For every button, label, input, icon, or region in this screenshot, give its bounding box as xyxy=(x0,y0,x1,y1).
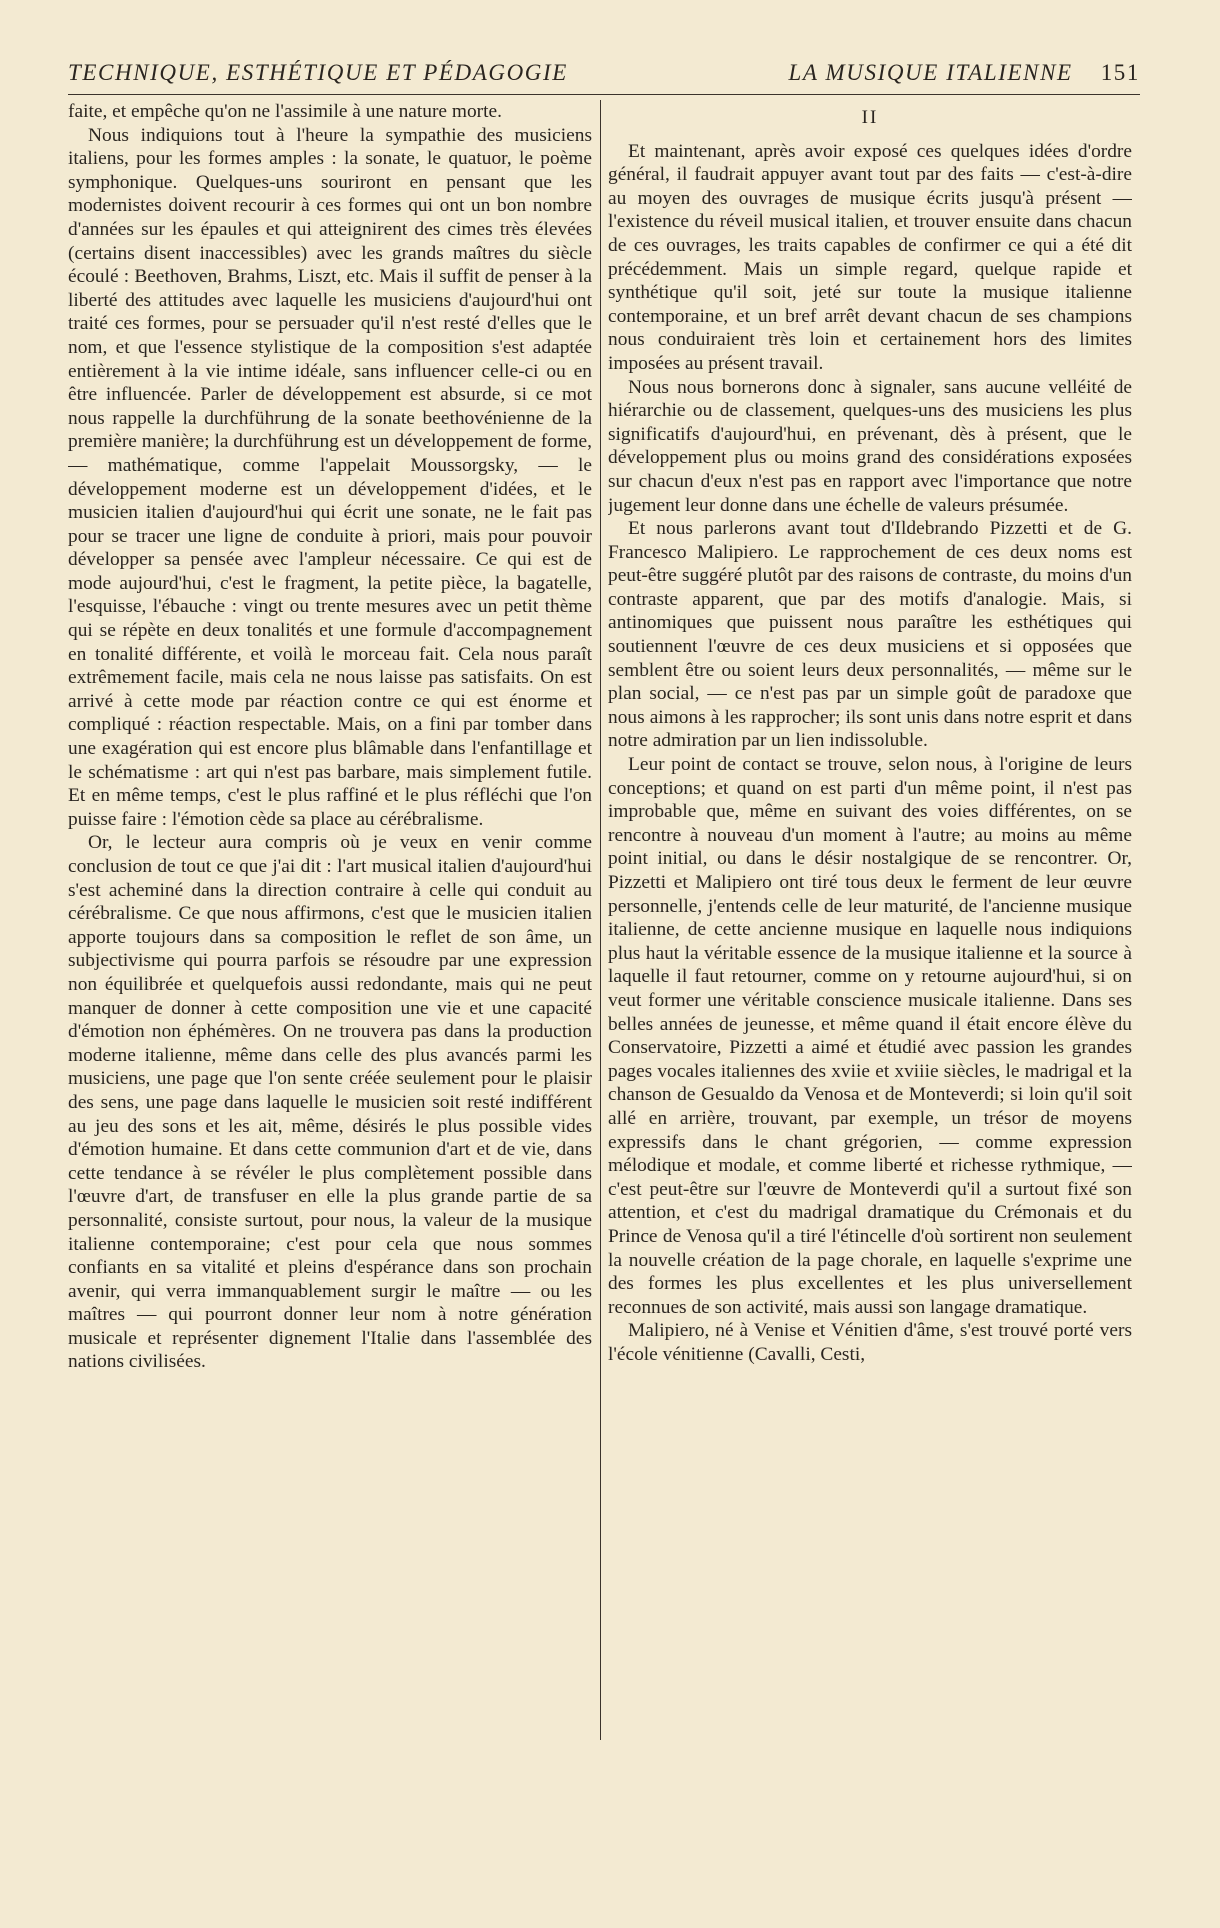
header-rule xyxy=(68,94,1140,95)
header-right xyxy=(789,60,1140,86)
left-column xyxy=(68,100,592,1890)
header-left-title: TECHNIQUE, ESTHÉTIQUE ET PÉDAGOGIE xyxy=(68,60,568,85)
header-right-title: LA MUSIQUE ITALIENNE xyxy=(788,60,1073,85)
right-paragraph-3: Et nous parlerons avant tout d'Ildebrando Pizzetti et de G. Francesco Malipiero. Le rapprochement de ces deux noms est peut-être suggéré plutôt par des raisons de contraste, du moins d'un contraste apparent, que par des motifs d'analogie. Mais, si antinomiques que puissent nous paraître les esthétiques qui soutiennent l'œuvre de ces deux musiciens et si opposées que semblent être ou soient leurs deux personnalités, — même sur le plan social, — ce n'est pas par un simple goût de paradoxe que nous aimons à les rapprocher; ils sont unis dans notre esprit et dans notre admiration par un lien indissoluble. xyxy=(608,518,1132,752)
right-paragraph-5: Malipiero, né à Venise et Vénitien d'âme, s'est trouvé porté vers l'école vénitienne (Cavalli, Cesti, xyxy=(608,1320,1132,1365)
page-number: 151 xyxy=(1100,60,1140,85)
running-header xyxy=(68,60,1140,94)
section-number: II xyxy=(861,107,879,128)
left-paragraph-3: Or, le lecteur aura compris où je veux en venir comme conclusion de tout ce que j'ai dit : l'art musical italien d'aujourd'hui s'est acheminé dans la direction contraire à celle qui conduit au cérébralisme. Ce que nous affirmons, c'est que le musicien italien apporte toujours dans sa composition le reflet de son âme, un subjectivisme qui pourra parfois se résoudre par une expression non équilibrée et quelquefois aussi redondante, mais qui ne peut manquer de donner à cette composition une vie et une capacité d'émotion non éphémères. On ne trouvera pas dans la production moderne italienne, même dans celle des plus avancés parmi les musiciens, une page que l'on sente créée seulement pour le plaisir des sens, une page dans laquelle le musicien soit resté indifférent au jeu des sons et les ait, même, désirés le plus possible vides d'émotion humaine. Et dans cette communion d'art et de vie, dans cette tendance à se révéler le plus complètement possible dans l'œuvre d'art, de transfuser en elle la plus grande partie de sa personnalité, consiste surtout, pour nous, la valeur de la musique italienne contemporaine; c'est pour cela que nous sommes confiants en sa vitalité et pleins d'espérance dans son prochain avenir, qui verra immanquablement surgir le maître — ou les maîtres — qui pourront donner leur nom à notre génération musicale et représenter dignement l'Italie dans l'assemblée des nations civilisées. xyxy=(68,832,592,1373)
right-paragraph-1: Et maintenant, après avoir exposé ces quelques idées d'ordre général, il faudrait appuyer avant tout par des faits — c'est-à-dire au moyen des ouvrages de musique écrits jusqu'à présent — l'existence du réveil musical italien, et trouver ensuite dans chacun de ces ouvrages, les traits capables de confirmer ce qui a été dit précédemment. Mais un simple regard, quelque rapide et synthétique qu'il soit, jeté sur toute la musique italienne contemporaine, et un bref arrêt devant chacun de ses champions nous conduiraient très loin et certainement hors des limites imposées au présent travail. xyxy=(608,140,1132,374)
right-paragraph-4: Leur point de contact se trouve, selon nous, à l'origine de leurs conceptions; et quand on est parti d'un même point, il n'est pas improbable que, même en suivant des voies différentes, on se rencontre à nouveau d'un moment à l'autre; au moins au même point initial, ou dans le désir nostalgique de se rencontrer. Or, Pizzetti et Malipiero ont tiré tous deux le ferment de leur œuvre personnelle, j'entends celle de leur maturité, de l'ancienne musique italienne, de cette ancienne musique en laquelle nous indiquions plus haut la véritable essence de la musique italienne et la source à laquelle il faut retourner, comme on y retourne aujourd'hui, si on veut former une véritable conscience musicale italienne. Dans ses belles années de jeunesse, et même quand il était encore élève du Conservatoire, Pizzetti a aimé et étudié avec passion les grandes pages vocales italiennes des xviie et xviiie siècles, le madrigal et la chanson de Gesualdo da Venosa et de Monteverdi; si loin qu'il soit allé en arrière, trouvant, par exemple, un trésor de moyens expressifs dans le chant grégorien, — comme expression mélodique et modale, et comme liberté et richesse rythmique, — c'est peut-être sur l'œuvre de Monteverdi qu'il a surtout fixé son attention, et c'est du madrigal dramatique du Crémonais et du Prince de Venosa qu'il a tiré l'étincelle d'où sortirent non seulement la nouvelle création de la page chorale, en laquelle s'exprime une des formes les plus excellentes et les plus universellement reconnues de son activité, mais aussi son langage dramatique. xyxy=(608,754,1132,1318)
right-paragraph-2: Nous nous bornerons donc à signaler, sans aucune velléité de hiérarchie ou de classement, quelques-uns des musiciens les plus significatifs d'aujourd'hui, en prévenant, dès à présent, que le développement plus ou moins grand des considérations exposées sur chacun d'eux n'est pas en rapport avec l'importance que notre jugement leur donne dans une échelle de valeurs présumée. xyxy=(608,376,1132,516)
left-paragraph-1: faite, et empêche qu'on ne l'assimile à une nature morte. xyxy=(68,101,502,122)
right-column xyxy=(608,100,1132,1890)
left-paragraph-2: Nous indiquions tout à l'heure la sympathie des musiciens italiens, pour les formes amples : la sonate, le quatuor, le poème symphonique. Quelques-uns souriront en pensant que les modernistes doivent recourir à ces formes qui ont un bon nombre d'années sur les épaules et qui atteignirent des cimes très élevées (certains disent inaccessibles) avec les grands maîtres du siècle écoulé : Beethoven, Brahms, Liszt, etc. Mais il suffit de penser à la liberté des attitudes avec laquelle les musiciens d'aujourd'hui ont traité ces formes, pour se persuader qu'il n'est resté d'elles que le nom, et que l'essence stylistique de la composition s'est adaptée entièrement à la vie intime idéale, sans influencer celle-ci ou en être influencée. Parler de développement est absurde, si ce mot nous rappelle la durchführung de la sonate beethovénienne de la première manière; la durchführung est un développement de forme, — mathématique, comme l'appelait Moussorgsky, — le développement moderne est un développement d'idées, et le musicien italien d'aujourd'hui qui écrit une sonate, ne le fait pas pour se tracer une ligne de conduite à priori, mais pour pouvoir développer sa pensée avec l'ampleur nécessaire. Ce qui est de mode aujourd'hui, c'est le fragment, la petite pièce, la bagatelle, l'esquisse, l'ébauche : vingt ou trente mesures avec un petit thème qui se répète en deux tonalités et une formule d'accompagnement en tonalité différente, et voilà le morceau fait. Cela nous paraît extrêmement facile, mais cela ne nous laisse pas satisfaits. On est arrivé à cette mode par réaction contre ce qui est énorme et compliqué : réaction respectable. Mais, on a fini par tomber dans une exagération qui est encore plus blâmable dans l'enfantillage et le schématisme : art qui n'est pas barbare, mais simplement futile. Et en même temps, c'est le plus raffiné et le plus réfléchi que l'on puisse faire : l'émotion cède sa place au cérébralisme. xyxy=(68,124,592,830)
column-divider xyxy=(600,100,601,1740)
